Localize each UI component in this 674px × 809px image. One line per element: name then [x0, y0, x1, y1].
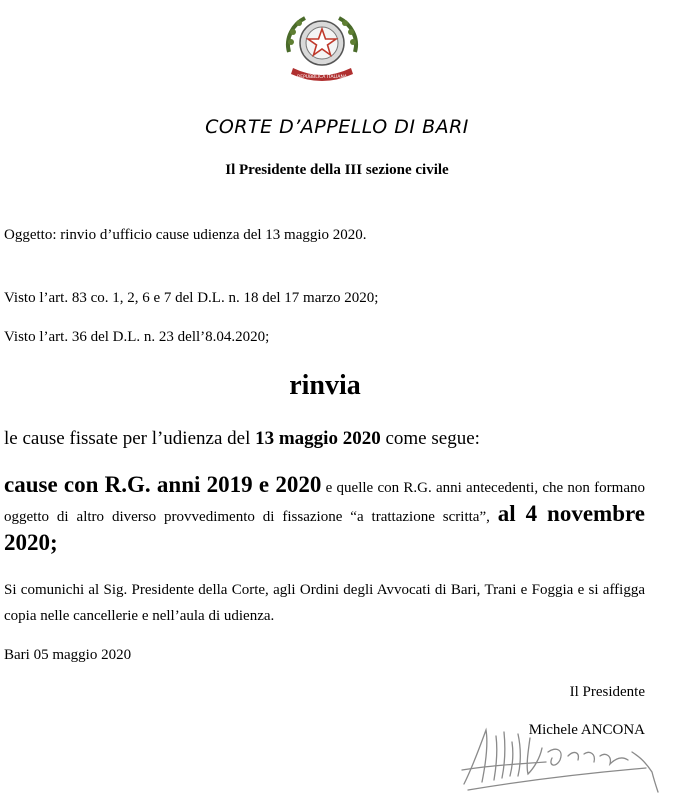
handwritten-signature — [456, 712, 666, 796]
decision-text: e quelle con R.G. anni antecedenti, che non formano oggetto di altro diverso provvedimento di fissazione “a trattazione scritta”, — [4, 480, 645, 525]
subject-line: Oggetto: rinvio d’ufficio cause udienza del 13 maggio 2020. — [4, 227, 367, 243]
cause-intro-line — [4, 428, 480, 450]
office-title: Il Presidente della III sezione civile — [225, 162, 449, 178]
place-date: Bari 05 maggio 2020 — [4, 647, 132, 663]
decision-heading: rinvia — [289, 370, 361, 401]
decision-bold-cases: cause con R.G. anni 2019 e 2020 — [4, 472, 322, 497]
court-name: CORTE D’APPELLO DI BARI — [205, 116, 469, 138]
recital-2: Visto l’art. 36 del D.L. n. 23 dell’8.04.2020; — [4, 329, 270, 345]
cause-date: 13 maggio 2020 — [255, 428, 381, 449]
emblem-band-text: REPUBBLICA ITALIANA — [297, 75, 347, 80]
italian-republic-emblem-icon — [283, 8, 361, 88]
cause-outro: come segue: — [380, 428, 480, 449]
notice-paragraph: Si comunichi al Sig. Presidente della Corte, agli Ordini degli Avvocati di Bari, Trani e Foggia e si affigga copia nelle cancellerie e nell’aula di udienza. — [4, 582, 645, 624]
signature-name: Michele ANCONA — [528, 722, 645, 738]
recital-1: Visto l’art. 83 co. 1, 2, 6 e 7 del D.L. n. 18 del 17 marzo 2020; — [4, 290, 379, 306]
decision-paragraph — [4, 472, 645, 559]
signature-title: Il Presidente — [569, 684, 645, 700]
signature-handwritten-text: Michele Ancona — [456, 712, 463, 713]
decision-bold-date: al 4 novembre 2020; — [4, 501, 646, 555]
cause-intro: le cause fissate per l’udienza del — [4, 428, 256, 449]
